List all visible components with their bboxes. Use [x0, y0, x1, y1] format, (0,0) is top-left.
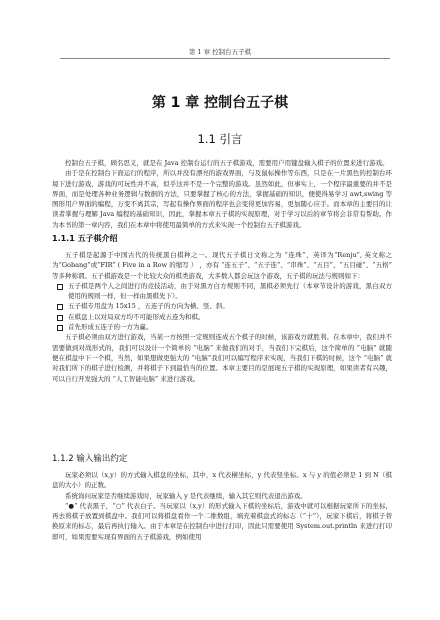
- list-item: 五子棋专用盘为 15x15 ，五连子的方向为横、竖、斜。: [52, 301, 392, 311]
- section-title-1-1: 1.1 引言: [197, 132, 243, 146]
- chapter-title: 第 1 章 控制台五子棋: [151, 95, 289, 111]
- paragraph: 玩家必须以（x,y）的方式输入棋盘的坐标，其中，x 代表横坐标，y 代表竖坐标。x 与 y 的值必须是 1 到 N（棋盘的大小）的正数。: [52, 471, 392, 490]
- rules-list: [52, 281, 392, 332]
- paragraph: 五子棋是起源于中国古代的传统黑白棋种之一。现代五子棋日文称之为 “连珠”，英译为“Renju”, 英文称之为“Gobang”或“FIR” ( Five in a Row 的缩写 ） ，亦有 “连五子”、“五子连”、“串珠”、“五目”、“五目碰”、“五格” 等多种称谓。五子棋游戏是一个比较大众的棋类游戏，大多数人都会玩这个游戏，五子棋的玩法与规则如下：: [52, 251, 392, 280]
- list-item: 首先形成五连子的一方为赢。: [52, 322, 392, 332]
- subsection-title-1-1-2: 1.1.2 输入输出约定: [52, 454, 128, 464]
- list-item: 在棋盘上以对局双方均不可能形成五连为和棋。: [52, 312, 392, 322]
- paragraph: 控制台五子棋，顾名思义，就是在 Java 控制台运行的五子棋游戏，需要用户用键盘输入棋子的位置来进行游戏。: [65, 159, 389, 167]
- list-item: 五子棋是两个人之间进行的竞技活动，由于对黑方白方规则不同，黑棋必须先行（本章节设计的游戏，黑白双方使用的规则一样，但一样由黑棋先下）。: [52, 281, 392, 302]
- paragraph: “●” 代表黑子，“○” 代表白子。当玩家以（x,y）的形式输入下棋的坐标后，游戏中就可以根据玩家所下的坐标，再去将棋子放置到棋盘中。我们可以将棋盘看作一个二维数组，填充着棋盘式的标志（“十”），玩家下棋后，将棋子替换原来的标志，最后再执行输入。由于本章是在控制台中进行打印，因此只需要使用 System.out.println 来进行打印即可，如果需要实现有界面的五子棋游戏，例如使用: [52, 501, 392, 541]
- header-rule: [60, 58, 390, 59]
- section-1-1-body: [52, 158, 392, 230]
- subsection-title-1-1-1: 1.1.1 五子棋介绍: [52, 234, 118, 243]
- running-head: 第 1 章 控制台五子棋: [188, 48, 252, 56]
- section-1-1-1: [52, 233, 392, 384]
- paragraph: 系统询问玩家是否继续游戏时，玩家输入 y 是代表继续，输入其它则代表退出游戏。: [65, 491, 307, 500]
- section-1-1-2: [52, 452, 392, 542]
- paragraph: 由于是在控制台下面运行的程序，所以并没有漂亮的游戏界面，与及鼠标操作等东西，只是在一片黑色的控制台环境下进行游戏，游戏的可玩性并不高，似乎这并不是一个完整的游戏。虽然如此，但事实上，一个程序最重要的并不是界面，而是处理各种业务逻辑与数据的方法，只要掌握了核心的方法，掌握基础的知识，便使得易学习 awt,swing 等图形用户界面的编程，万变不离其宗，写起有操作界面的程序也会变得更加容易，更加随心应手。而本章的主要目的让读者掌握与理解 Java 编程的基础知识，因此，掌握本章五子棋的实现原理，对于学习以后的章节将会非常有帮助。作为本书的第一章内容，我们在本章中将使用最简单的方式来实现一个控制台五子棋游戏。: [52, 169, 392, 229]
- paragraph: 五子棋必须由双方进行游戏，当某一方按照一定规则连成五个棋子的时候，该游戏方就胜利。在本章中，我们并不需要做到对战形式的，我们可以设计一个简单的 “电脑” 来做我们的对手，当我们下完棋后，这个简单的 “电脑” 就随便在棋盘中下一个棋，当然，如果想做更强大的 “电脑”我们可以编写程序来实现，当我们下棋的时候，这个 “电脑” 就对我们所下的棋子进行检测，并将棋子下到最恰当的位置。本章主要目的是展现五子棋的实现原理，如果读者有兴趣，可以自行开发强大的 “人工智能电脑” 来进行游戏。: [52, 333, 392, 383]
